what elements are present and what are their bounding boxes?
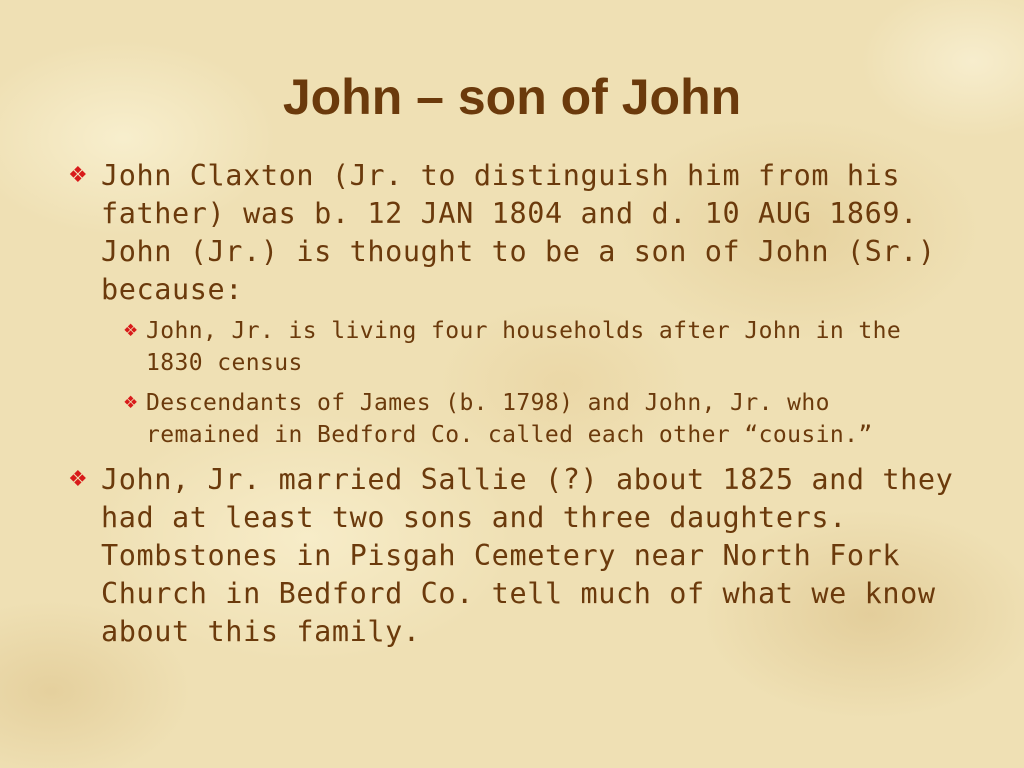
bullet-item xyxy=(68,461,956,651)
slide-title: John – son of John xyxy=(282,69,742,125)
bullet-text: John Claxton (Jr. to distinguish him from his father) was b. 12 JAN 1804 and d. 10 AUG 1869. John (Jr.) is thought to be a son of John (Sr.) because: xyxy=(101,159,936,306)
bullet-diamond-icon: ❖ xyxy=(68,467,88,492)
bullet-diamond-icon: ❖ xyxy=(68,163,88,188)
sub-bullet-text: Descendants of James (b. 1798) and John, Jr. who remained in Bedford Co. called each other “cousin.” xyxy=(146,390,873,448)
sub-bullet-item xyxy=(68,387,956,451)
bullet-item xyxy=(68,157,956,309)
bullet-diamond-icon: ❖ xyxy=(123,321,139,341)
slide-body xyxy=(68,157,968,651)
sub-bullet-item xyxy=(68,315,956,379)
bullet-text: John, Jr. married Sallie (?) about 1825 and they had at least two sons and three daughters. Tombstones in Pisgah Cemetery near North Fork Church in Bedford Co. tell much of what we know about this family. xyxy=(101,463,954,648)
sub-bullet-text: John, Jr. is living four households after John in the 1830 census xyxy=(146,318,902,376)
bullet-diamond-icon: ❖ xyxy=(123,393,139,413)
